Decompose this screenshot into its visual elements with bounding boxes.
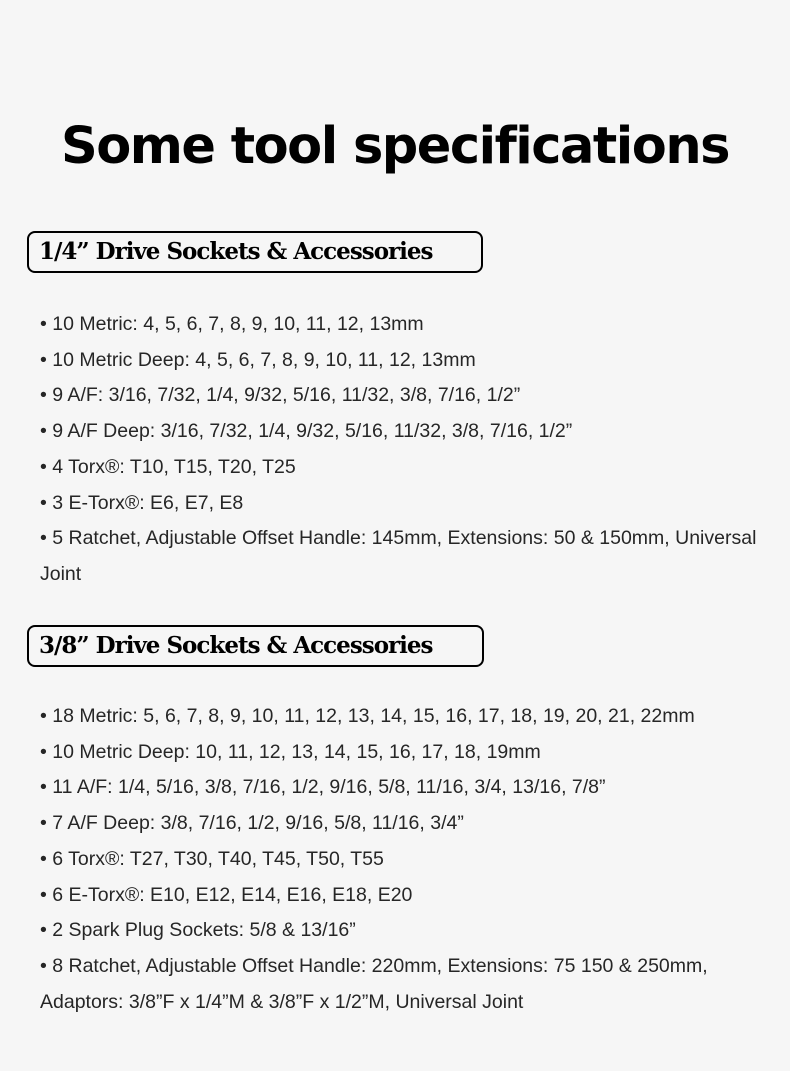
spec-item: • 10 Metric Deep: 4, 5, 6, 7, 8, 9, 10, 11, 12, 13mm <box>40 348 476 371</box>
spec-item: • 7 A/F Deep: 3/8, 7/16, 1/2, 9/16, 5/8, 11/16, 3/4” <box>40 812 464 835</box>
spec-item: • 3 E-Torx®: E6, E7, E8 <box>40 491 244 514</box>
spec-item: • 11 A/F: 1/4, 5/16, 3/8, 7/16, 1/2, 9/16, 5/8, 11/16, 3/4, 13/16, 7/8” <box>40 776 606 799</box>
page-title: Some tool specifications <box>61 117 729 177</box>
spec-item: • 4 Torx®: T10, T15, T20, T25 <box>40 455 296 478</box>
spec-item: • 6 E-Torx®: E10, E12, E14, E16, E18, E20 <box>40 883 413 906</box>
spec-item: • 10 Metric: 4, 5, 6, 7, 8, 9, 10, 11, 12, 13mm <box>40 313 424 335</box>
spec-item: • 9 A/F Deep: 3/16, 7/32, 1/4, 9/32, 5/16, 11/32, 3/8, 7/16, 1/2” <box>40 420 573 443</box>
spec-item: • 6 Torx®: T27, T30, T40, T45, T50, T55 <box>40 847 384 870</box>
spec-item: • 9 A/F: 3/16, 7/32, 1/4, 9/32, 5/16, 11/32, 3/8, 7/16, 1/2” <box>40 384 521 407</box>
spec-item: • 10 Metric Deep: 10, 11, 12, 13, 14, 15, 16, 17, 18, 19mm <box>40 740 541 763</box>
spec-list-three-eighths-inch-drive <box>40 699 770 1020</box>
section-heading-quarter-inch-drive: 1/4” Drive Sockets & Accessories <box>27 231 483 273</box>
spec-item: • 18 Metric: 5, 6, 7, 8, 9, 10, 11, 12, 13, 14, 15, 16, 17, 18, 19, 20, 21, 22mm <box>40 705 695 727</box>
spec-item: • 5 Ratchet, Adjustable Offset Handle: 145mm, Extensions: 50 & 150mm, Universal Joint <box>40 527 757 585</box>
spec-list-quarter-inch-drive <box>40 307 770 593</box>
spec-item: • 2 Spark Plug Sockets: 5/8 & 13/16” <box>40 919 356 942</box>
spec-item: • 8 Ratchet, Adjustable Offset Handle: 220mm, Extensions: 75 150 & 250mm, Adaptors: 3/8”F x 1/4”M & 3/8”F x 1/2”M, Universal Joint <box>40 954 708 1013</box>
section-heading-three-eighths-inch-drive: 3/8” Drive Sockets & Accessories <box>27 625 484 667</box>
